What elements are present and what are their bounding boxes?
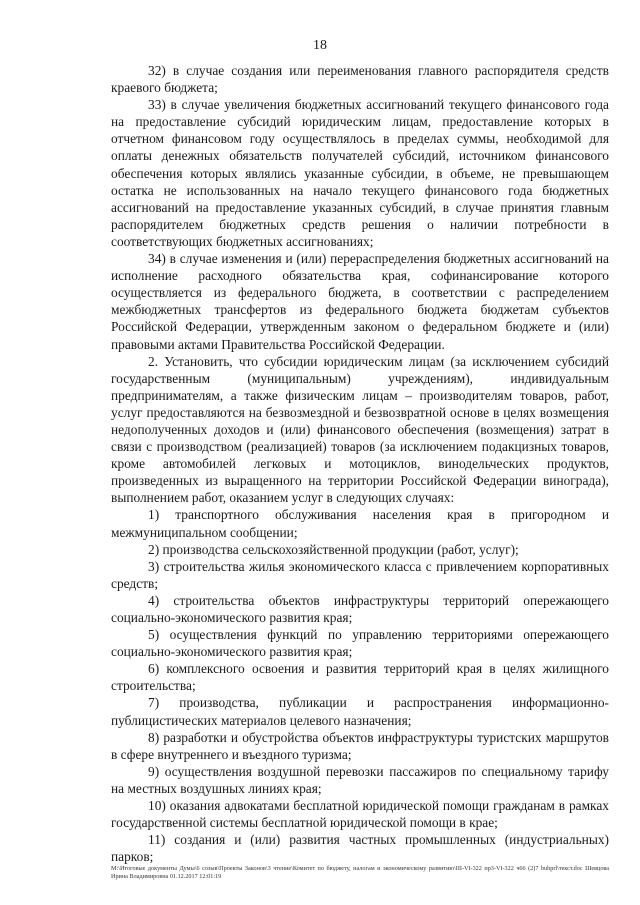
file-path-footer: M:\Итоговые документы Думы\6 созыв\Проекты Законов\3 чтение\Комитет по бюджету, налогам и экономическому развитию\III-VI-322 пр3-VI-322 ч66 (2)7 buhprl\текст.doc Шевцова Ирина Владимировна 01.12.2017 12:01:19 <box>111 865 609 880</box>
paragraph-32: 32) в случае создания или переименования главного распорядителя средств краевого бюджета; <box>111 63 609 96</box>
paragraph-34: 34) в случае изменения и (или) перераспределения бюджетных ассигнований на исполнение расходного обязательства края, софинансирование которого осуществляется из федерального бюджета, в соответствии с распределением межбюджетных трансфертов из федерального бюджета бюджетам субъектов Российской Федерации, утвержденным законом о федеральном бюджете и (или) правовыми актами Правительства Российской Федерации. <box>111 251 609 352</box>
list-item-7: 7) производства, публикации и распространения информационно-публицистических материалов целевого назначения; <box>111 695 609 728</box>
list-item-9: 9) осуществления воздушной перевозки пассажиров по специальному тарифу на местных воздушных линиях края; <box>111 763 609 796</box>
list-item-8: 8) разработки и обустройства объектов инфраструктуры туристских маршрутов в сфере внутреннего и въездного туризма; <box>111 729 609 762</box>
paragraph-section-2: 2. Установить, что субсидии юридическим лицам (за исключением субсидий государственным (муниципальным) учреждениям), индивидуальным предпринимателям, а также физическим лицам – производителям товаров, работ, услуг предоставляются на безвозмездной и безвозвратной основе в целях возмещения недополученных доходов и (или) финансового обеспечения (возмещения) затрат в связи с производством (реализацией) товаров (за исключением подакцизных товаров, кроме автомобилей легковых и мотоциклов, винодельческих продуктов, произведенных из выращенного на территории Российской Федерации винограда), выполнением работ, оказанием услуг в следующих случаях: <box>111 353 609 506</box>
list-item-5: 5) осуществления функций по управлению территориями опережающего социально-экономического развития края; <box>111 627 609 660</box>
list-item-1: 1) транспортного обслуживания населения края в пригородном и межмуниципальном сообщении; <box>111 507 609 540</box>
list-item-10: 10) оказания адвокатами бесплатной юридической помощи гражданам в рамках государственной системы бесплатной юридической помощи в крае; <box>111 798 609 831</box>
document-body <box>111 62 609 865</box>
paragraph-33: 33) в случае увеличения бюджетных ассигнований текущего финансового года на предоставление субсидий юридическим лицам, предоставление которых в отчетном финансовом году осуществлялось в пределах суммы, необходимой для оплаты денежных обязательств получателей субсидий, источником финансового обеспечения которых являлись указанные субсидии, в объеме, не превышающем остатка не использованных на начало текущего финансового года бюджетных ассигнований на предоставление указанных субсидий, в случае принятия главным распорядителем бюджетных средств решения о наличии потребности в соответствующих бюджетных ассигнованиях; <box>111 97 609 249</box>
list-item-3: 3) строительства жилья экономического класса с привлечением корпоративных средств; <box>111 558 609 591</box>
list-item-6: 6) комплексного освоения и развития территорий края в целях жилищного строительства; <box>111 661 609 694</box>
list-item-4: 4) строительства объектов инфраструктуры территорий опережающего социально-экономического развития края; <box>111 592 609 625</box>
list-item-2: 2) производства сельскохозяйственной продукции (работ, услуг); <box>148 541 519 557</box>
page-number: 18 <box>313 38 327 53</box>
list-item-11: 11) создания и (или) развития частных промышленных (индустриальных) парков; <box>111 832 609 865</box>
